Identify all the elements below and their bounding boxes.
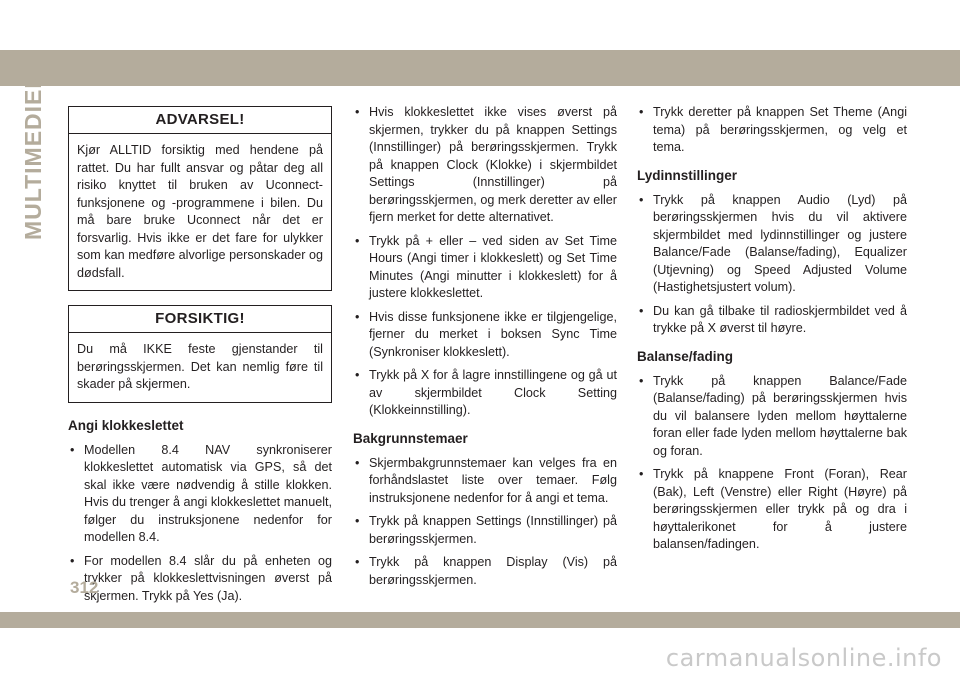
list-item: • Trykk på knappen Display (Vis) på berøringsskjermen.: [353, 554, 617, 589]
set-clock-heading: Angi klokkeslettet: [68, 417, 184, 433]
watermark: carmanualsonline.info: [665, 644, 942, 672]
section-tab-label: MULTIMEDIER: [20, 70, 46, 240]
set-clock-list-continued: [353, 104, 617, 420]
list-item: • Trykk deretter på knappen Set Theme (Angi tema) på berøringsskjermen, og velg et tema.: [637, 104, 907, 157]
audio-list: [637, 192, 907, 338]
column-3: [637, 104, 907, 560]
caution-title: FORSIKTIG!: [69, 306, 331, 333]
list-item: • Trykk på + eller – ved siden av Set Time Hours (Angi timer i klokkeslett) og Set Time Minutes (Angi minutter i klokkeslett) for å justere klokkeslettet.: [353, 233, 617, 303]
themes-heading: Bakgrunnstemaer: [353, 430, 468, 446]
column-2: [353, 104, 617, 595]
list-item: • Du kan gå tilbake til radioskjermbildet ved å trykke på X øverst til høyre.: [637, 303, 907, 338]
caution-box: [68, 305, 332, 403]
list-item: • Hvis disse funksjonene ikke er tilgjengelige, fjerner du merket i boksen Sync Time (Synkroniser klokkeslett).: [353, 309, 617, 362]
list-item: • Trykk på knappen Settings (Innstillinger) på berøringsskjermen.: [353, 513, 617, 548]
list-item: • Skjermbakgrunnstemaer kan velges fra en forhåndslastet liste over temaer. Følg instruksjonene nedenfor for å angi et tema.: [353, 455, 617, 508]
page-number: 312: [70, 578, 99, 597]
caution-body: Du må IKKE feste gjenstander til berøringsskjermen. Det kan nemlig føre til skader på skjermen.: [77, 342, 323, 391]
list-item: • Trykk på knappen Audio (Lyd) på berøringsskjermen hvis du vil aktivere skjermbildet med lydinnstillinger og justere Balance/Fade (Balanse/fading), Equalizer (Utjevning) og Speed Adjusted Volume (Hastighetsjustert volum).: [637, 192, 907, 297]
balance-heading: Balanse/fading: [637, 348, 734, 364]
list-item: • Trykk på knappen Balance/Fade (Balanse/fading) på berøringsskjermen hvis du vil balansere lyden mellom høyttalerne foran eller fade lyden mellom høyttalerne bak og foran.: [637, 373, 907, 461]
footer-bar: [0, 612, 960, 628]
balance-list: [637, 373, 907, 554]
list-item: • For modellen 8.4 slår du på enheten og trykker på klokkeslettvisningen øverst på skjermen. Trykk på Yes (Ja).: [68, 553, 332, 606]
section-tab: [16, 70, 50, 240]
header-bar: [0, 50, 960, 86]
top-margin: [0, 0, 960, 50]
warning-box: [68, 106, 332, 291]
list-item: • Trykk på knappene Front (Foran), Rear (Bak), Left (Venstre) eller Right (Høyre) på berøringsskjermen eller trykk på og dra i høyttalerikonet for å justere balansen/fadingen.: [637, 466, 907, 554]
list-item: • Hvis klokkeslettet ikke vises øverst på skjermen, trykker du på knappen Settings (Innstillinger) på berøringsskjermen. Trykk på knappen Clock (Klokke) i skjermbildet Settings (Innstillinger) på berøringsskjermen, og merk deretter av eller fjern merket for dette alternativet.: [353, 104, 617, 227]
warning-body: Kjør ALLTID forsiktig med hendene på rattet. Du har fullt ansvar og påtar deg all risiko knyttet til bruken av Uconnect-funksjonene og -programmene i bilen. Du må bare bruke Uconnect når det er forsvarlig. Hvis ikke er det fare for ulykker som kan medføre alvorlige personskader og dødsfall.: [77, 143, 323, 280]
themes-list: [353, 455, 617, 590]
themes-list-continued: [637, 104, 907, 157]
audio-heading: Lydinnstillinger: [637, 167, 738, 183]
set-clock-list: [68, 442, 332, 606]
list-item: • Modellen 8.4 NAV synkroniserer klokkeslettet automatisk via GPS, så det skal ikke være nødvendig å stille klokken. Hvis du trenger å angi klokkeslettet manuelt, følger du instruksjonene nedenfor for modellen 8.4.: [68, 442, 332, 547]
list-item: • Trykk på X for å lagre innstillingene og gå ut av skjermbildet Clock Setting (Klokkeinnstilling).: [353, 367, 617, 420]
column-1: [68, 106, 332, 611]
warning-title: ADVARSEL!: [69, 107, 331, 134]
